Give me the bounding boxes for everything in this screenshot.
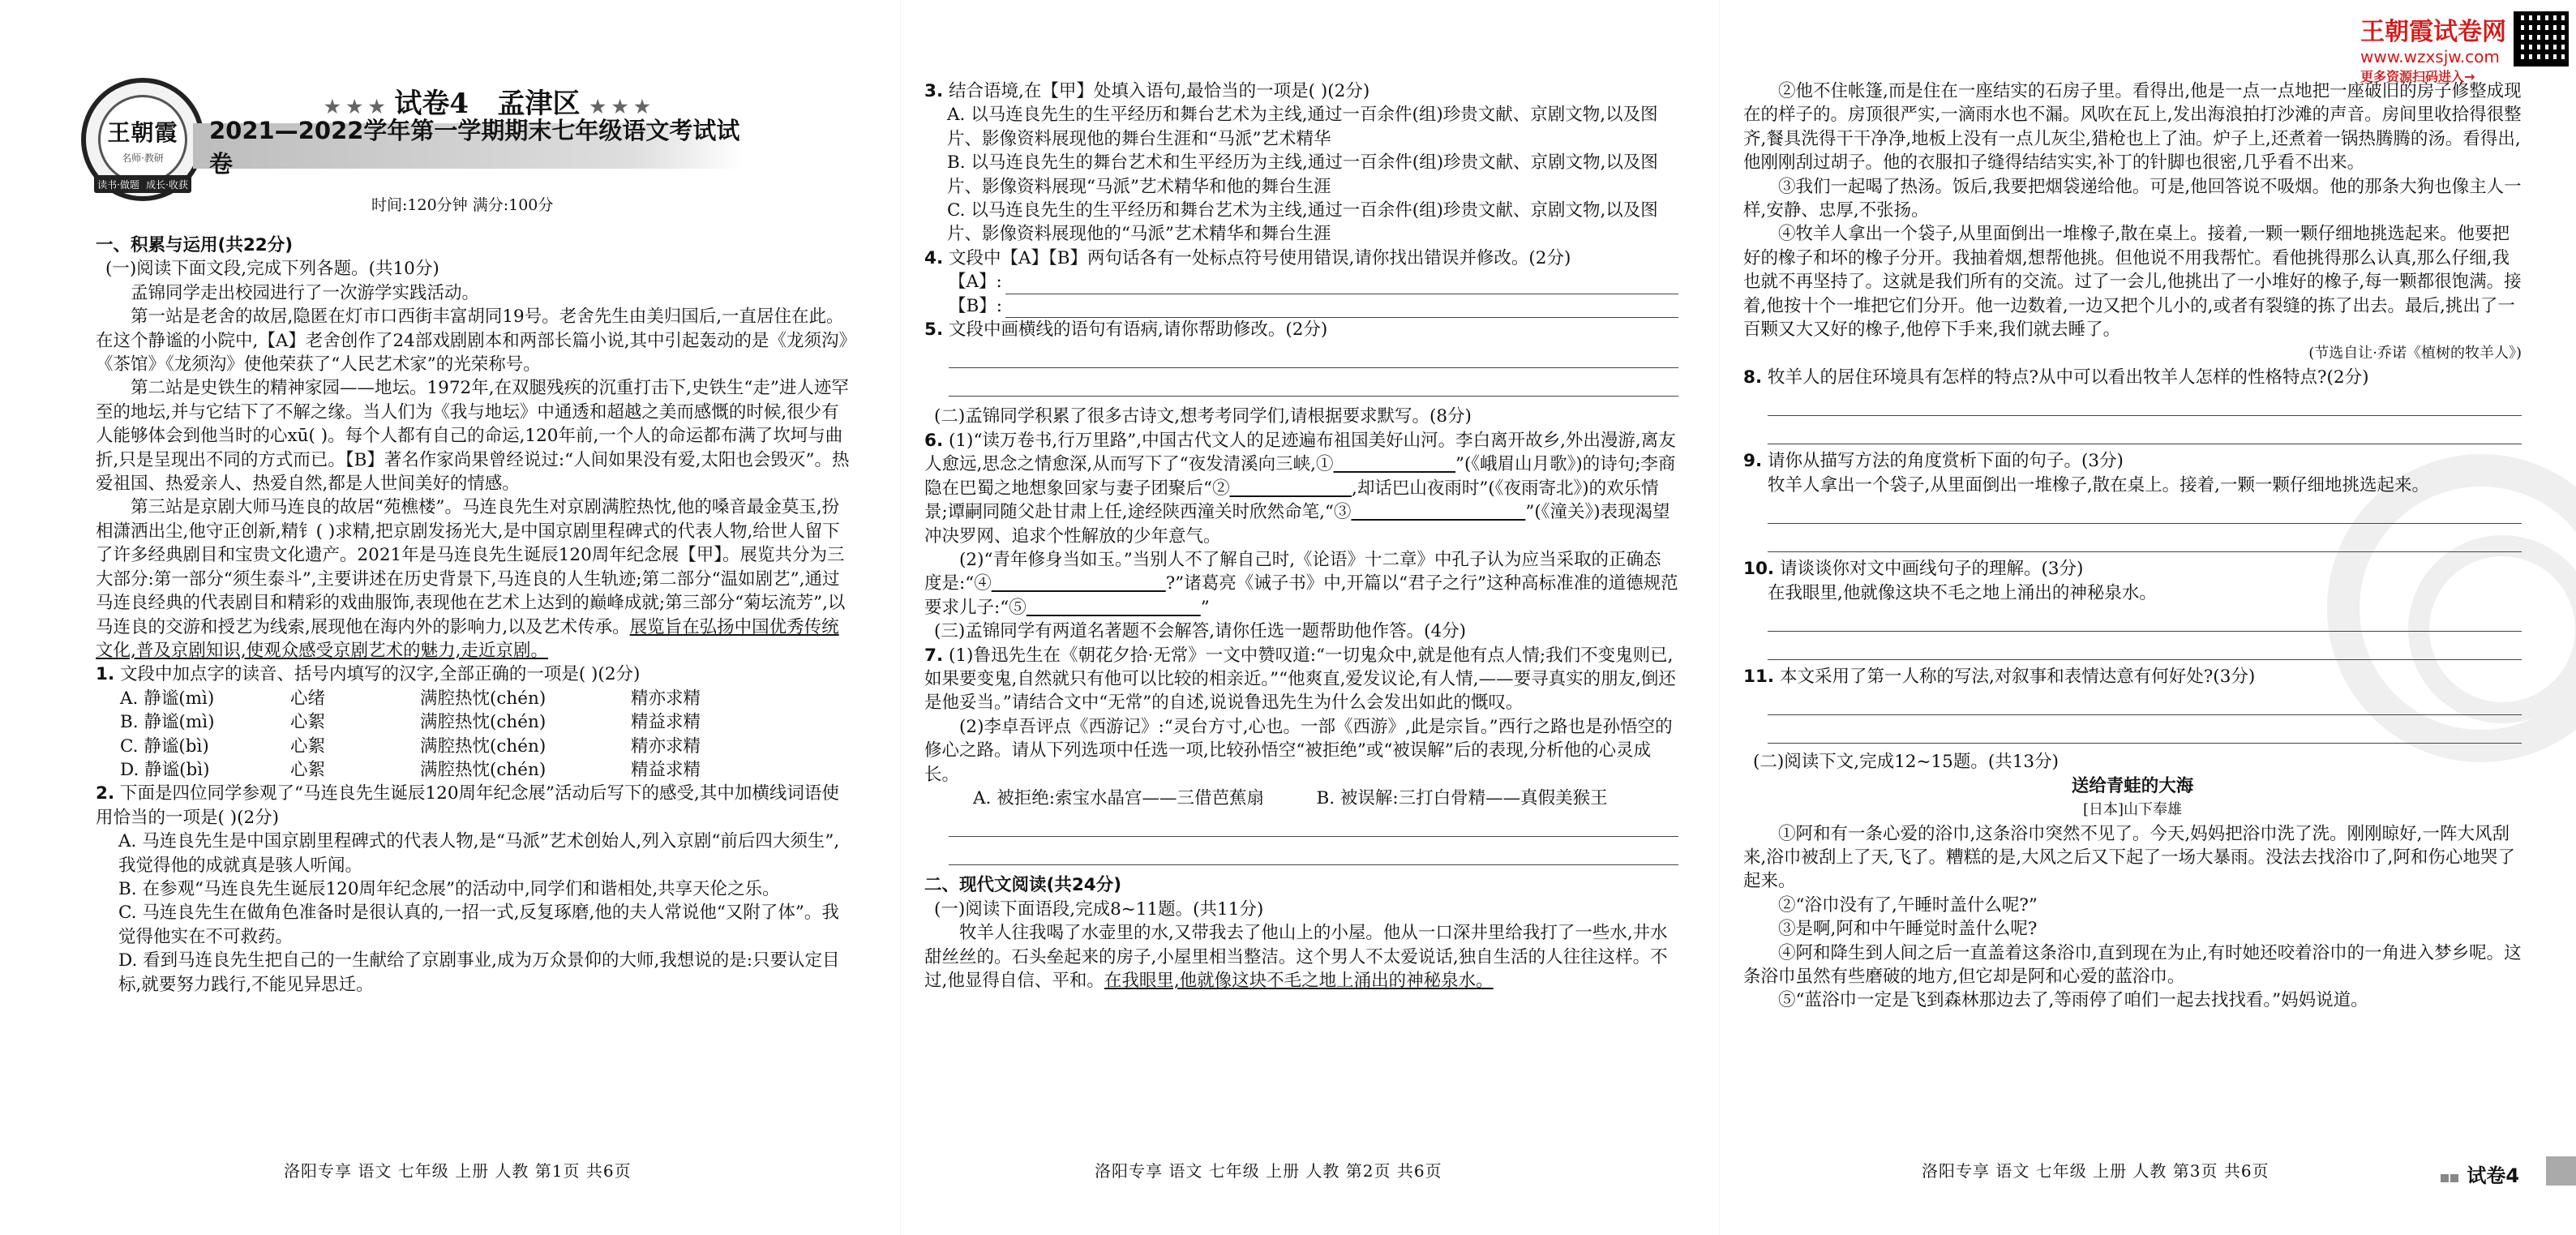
section-heading: 二、现代文阅读(共24分) xyxy=(924,875,1122,896)
question-4 xyxy=(924,247,1678,270)
answer-line[interactable] xyxy=(1768,720,2522,744)
option-b[interactable]: B. 被误解:三打白骨精——真假美猴王 xyxy=(1316,787,1608,808)
site-url[interactable]: www.wzxsjw.com xyxy=(2360,47,2500,66)
q7-options xyxy=(924,787,1678,810)
answer-lines xyxy=(1743,692,2522,744)
answer-lines xyxy=(1743,608,2522,660)
question-text: 请谈谈你对文中画线句子的理解。(3分) xyxy=(1779,559,2084,580)
answer-line[interactable] xyxy=(1005,298,1678,318)
passage-para: ③我们一起喝了热汤。饭后,我要把烟袋递给他。可是,他回答说不吸烟。他的那条大狗也像主人一样,安静、忠厚,不张扬。 xyxy=(1743,176,2522,221)
question-number: 4. xyxy=(924,247,944,268)
lead-text: 孟锦同学走出校园进行了一次游学实践活动。 xyxy=(131,282,480,303)
question-text: ,却话巴山夜雨时”(《夜雨寄北》)的欢乐情景;谭嗣同随父赴甘肃上任,途经陕西潼关时欣然命笔,“③ xyxy=(924,478,1659,523)
question-number: 6. xyxy=(924,430,944,451)
passage-para xyxy=(96,495,850,663)
question-3 xyxy=(924,79,1678,103)
blank[interactable] xyxy=(1027,598,1201,618)
question-7-2: (2)李卓吾评点《西游记》:“灵台方寸,心也。一部《西游》,此是宗旨。”西行之路也是孙悟空的修心之路。请从下列选项中任选一项,比较孙悟空“被拒绝”或“被误解”后的表现,分析他的心灵成长。 xyxy=(924,716,1673,785)
passage-source: (节选自让·乔诺《植树的牧羊人》) xyxy=(2308,345,2522,362)
answer-lines xyxy=(924,345,1678,397)
question-number: 11. xyxy=(1743,666,1775,687)
passage-para: ②他不住帐篷,而是住在一座结实的石房子里。看得出,他是一点一点地把一座破旧的房子修整成现在的样子的。房顶很严实,一滴雨水也不漏。风吹在瓦上,发出海浪拍打沙滩的声音。房间里收拾得很整齐,餐具洗得干干净净,地板上没有一点儿灰尘,猎枪也上了油。炉子上,还煮着一锅热腾腾的汤。看得出,他刚刚刮过胡子。他的衣服扣子缝得结结实实,补丁的针脚也很密,几乎看不出来。 xyxy=(1743,81,2522,174)
exam-title: 2021—2022学年第一学期期末七年级语文考试试卷 xyxy=(193,123,744,169)
question-text: 下面是四位同学参观了“马连良先生诞辰120周年纪念展”活动后写下的感受,其中加横线词语使用恰当的一项是( )(2分) xyxy=(96,783,839,828)
answer-line[interactable] xyxy=(949,345,1678,368)
question-number: 8. xyxy=(1743,367,1763,388)
site-slogan: 更多资源扫码进入→ xyxy=(2360,69,2475,84)
logo-text: 王朝霞 xyxy=(107,118,178,146)
option-a[interactable]: A. 被拒绝:索宝水晶宫——三借芭蕉扇 xyxy=(973,787,1264,808)
page-footer: 洛阳专享 语文 七年级 上册 人教 第1页 共6页 xyxy=(284,1161,632,1181)
question-text: 文段中【A】【B】两句话各有一处标点符号使用错误,请你找出错误并修改。(2分) xyxy=(948,247,1571,268)
story-para: ③是啊,阿和中午睡觉时盖什么呢? xyxy=(1778,919,2038,940)
option-cell: 精亦求精 xyxy=(631,735,701,757)
page-footer: 洛阳专享 语文 七年级 上册 人教 第3页 共6页 xyxy=(1922,1161,2270,1181)
question-text: 文段中加点字的读音、括号内填写的汉字,全部正确的一项是( )(2分) xyxy=(119,664,641,685)
blank[interactable] xyxy=(992,573,1166,594)
option-cell: 精益求精 xyxy=(631,759,701,780)
quoted-sentence: 牧羊人拿出一个袋子,从里面倒出一堆橡子,散在桌上。接着,一颗一颗仔细地挑选起来。 xyxy=(1768,474,2430,495)
option-c[interactable]: C. 马连良先生在做角色准备时是很认真的,一招一式,反复琢磨,他的夫人常说他“又附了体”。我觉得他实在不可救药。 xyxy=(118,903,839,947)
passage-text: 牧羊人往我喝了水壶里的水,又带我去了他山上的小屋。他从一口深井里给我打了一些水,井水甜丝丝的。石头垒起来的房子,小屋里相当整洁。这个男人不太爱说话,独自生活的人往往这样。不过,他显得自信、平和。 xyxy=(924,923,1668,991)
option-cell: 满腔热忱(chén) xyxy=(420,688,546,709)
question-number: 5. xyxy=(924,319,944,341)
option-row[interactable] xyxy=(96,710,850,734)
page-2 xyxy=(900,0,1719,1235)
question-number: 10. xyxy=(1743,559,1775,580)
answer-line[interactable] xyxy=(1768,608,2522,632)
option-cell: 精亦求精 xyxy=(631,688,701,709)
tag-bar xyxy=(2546,1156,2576,1186)
logo-ribbon-left: 读书·做题 xyxy=(97,178,139,191)
question-6-2: (2)“青年修身当如玉。”当别人不了解自己时,《论语》十二章》中孔子认为应当采取的正确态度是:“④ ?”诸葛亮《诫子书》中,开篇以“君子之行”这种高标准准的道德规范要求儿子:“⑤ ” xyxy=(924,549,1678,618)
answer-lines xyxy=(924,813,1678,865)
blank[interactable] xyxy=(1334,454,1456,474)
story-para: ⑤“蓝浴巾一定是飞到森林那边去了,等雨停了咱们一起去找找看。”妈妈说道。 xyxy=(1778,990,2368,1011)
passage-text: 第三站是京剧大师马连良的故居“苑樵楼”。马连良先生对京剧满腔热忱,他的嗓音最金莫玉,扮相潇洒出尘,他守正创新,精钅( )求精,把京剧发扬光大,是中国京剧里程碑式的代表人物,给世人留下了许多经典剧目和宝贵文化遗产。2021年是马连良先生诞辰120周年纪念展【甲】。展览共分为三大部分:第一部分“须生泰斗”,主要讲述在历史背景下,马连良的人生轨迹;第二部分“温如剧艺”,通过马连良经典的代表剧目和精彩的戏曲服饰,表现他在艺术上达到的巅峰成就;第三部分“菊坛流芳”,以马连良的交游和授艺为线索,展现他在海内外的影响力,以及艺术传承。 xyxy=(96,497,846,637)
paper-number: 试卷4 xyxy=(394,88,469,120)
option-row[interactable] xyxy=(96,758,850,782)
question-11 xyxy=(1743,665,2522,688)
story-title: 送给青蛙的大海 xyxy=(2071,775,2194,796)
question-text: ?”诸葛亮《诫子书》中,开篇以“君子之行”这种高标准准的道德规范要求儿子:“⑤ xyxy=(924,573,1678,618)
part-heading: (二)孟锦同学积累了很多古诗文,想考考同学们,请根据要求默写。(8分) xyxy=(934,406,1472,427)
option-cell: C. 静谧(bì) xyxy=(120,735,209,757)
part-heading: (一)阅读下面文段,完成下列各题。(共10分) xyxy=(105,259,439,280)
answer-field-b[interactable] xyxy=(924,294,1678,318)
stars-right: ★ ★ ★ xyxy=(589,96,650,118)
question-1 xyxy=(96,663,850,686)
answer-line[interactable] xyxy=(949,813,1678,837)
region-name: 孟津区 xyxy=(497,88,581,120)
question-number: 2. xyxy=(96,783,115,804)
passage-para: 第二站是史铁生的精神家园——地坛。1972年,在双腿残疾的沉重打击下,史铁生“走”进人迹罕至的地坛,并与它结下了不解之缘。当人们为《我与地坛》中通透和超越之美而感慨的时候,很少有人能够体会到他当时的心xū( )。每个人都有自己的命运,120年前,一个人的命运都布满了坎坷与曲折,只是呈现出不同的方式而已。【B】著名作家尚果曾经说过:“人间如果没有爱,太阳也会毁灭”。热爱祖国、热爱亲人、热爱自然,都是人世间美好的情感。 xyxy=(96,378,850,495)
question-text: (2)“青年修身当如玉。”当别人不了解自己时,《论语》十二章》中孔子认为应当采取的正确态度是:“④ xyxy=(924,549,1661,594)
question-text: 本文采用了第一人称的写法,对叙事和表情达意有何好处?(3分) xyxy=(1779,666,2256,687)
paper-tag xyxy=(2441,1160,2519,1188)
question-9 xyxy=(1743,449,2522,473)
page-1 xyxy=(0,0,900,1235)
option-cell: 心絮 xyxy=(290,759,326,780)
underlined-sentence: 在我眼里,他就像这块不毛之地上涌出的神秘泉水。 xyxy=(1104,971,1494,991)
question-text: 请你从描写方法的角度赏析下面的句子。(3分) xyxy=(1767,451,2124,472)
q1-options xyxy=(96,687,850,783)
page2-body xyxy=(924,79,1678,993)
question-text: (1)鲁迅先生在《朝花夕拾·无常》一文中赞叹道:“一切鬼众中,就是他有点人情;我们不变鬼则已,如果要变鬼,自然就只有他可以比较的相亲近。”“他爽直,爱发议论,有人情,——要寻真实的朋友,倒还是他妥当。”请结合文中“无常”的自述,说说鲁迅先生为什么会发出如此的慨叹。 xyxy=(924,645,1676,714)
question-number: 7. xyxy=(924,645,944,666)
option-cell: D. 静谧(bì) xyxy=(120,759,210,780)
answer-line[interactable] xyxy=(1768,421,2522,444)
option-b[interactable]: B. 以马连良先生的舞台艺术和生平经历为主线,通过一百余件(组)珍贵文献、京剧文物,以及图片、影像资料展现“马派”艺术精华和他的舞台生涯 xyxy=(947,152,1658,197)
answer-field-a[interactable] xyxy=(924,270,1678,294)
answer-line[interactable] xyxy=(949,373,1678,397)
option-cell: 精益求精 xyxy=(631,712,701,733)
option-cell: 心绪 xyxy=(290,688,326,709)
logo-ribbon xyxy=(94,175,191,193)
option-cell: 满腔热忱(chén) xyxy=(420,759,546,780)
question-7-1 xyxy=(924,644,1678,715)
field-label: 【A】: xyxy=(949,272,1002,293)
option-cell: 心絮 xyxy=(290,712,326,733)
question-number: 9. xyxy=(1743,451,1763,472)
option-d[interactable]: D. 看到马连良先生把自己的一生献给了京剧事业,成为万众景仰的大师,我想说的是:只要认定目标,就要努力践行,不能见异思迁。 xyxy=(118,950,840,995)
answer-lines xyxy=(1743,500,2522,552)
logo-subtitle: 名师·教研 xyxy=(122,152,164,164)
answer-lines xyxy=(1743,392,2522,444)
question-6 xyxy=(924,429,1678,548)
option-cell: 心絮 xyxy=(290,735,326,757)
logo-ribbon-right: 成长·收获 xyxy=(146,178,188,191)
question-8 xyxy=(1743,366,2522,389)
underlined-sentence: 展览旨在弘扬中国优秀传统文化,普及京剧知识,使观众感受京剧艺术的魅力,走近京剧。 xyxy=(96,616,839,661)
option-cell: 满腔热忱(chén) xyxy=(420,712,546,733)
passage-para: ④牧羊人拿出一个袋子,从里面倒出一堆橡子,散在桌上。接着,一颗一颗仔细地挑选起来。他要把好的橡子和坏的橡子分开。我抽着烟,想帮他挑。但他说不用我帮忙。看他挑得那么认真,那么仔细,我也就不再坚持了。这就是我们所有的交流。过了一会儿,他挑出了一小堆好的橡子,每一颗都很饱满。接着,他按十个一堆把它们分开。他一边数着,一边又把个儿小的,或者有裂缝的拣了出去。最后,挑出了一百颗又大又好的橡子,他停下手来,我们就去睡了。 xyxy=(1743,224,2522,341)
option-row[interactable] xyxy=(96,687,850,710)
page-3 xyxy=(1719,0,2576,1235)
answer-line[interactable] xyxy=(1768,500,2522,524)
answer-line[interactable] xyxy=(1768,692,2522,715)
passage-para: 第一站是老舍的故居,隐匿在灯市口西街丰富胡同19号。老舍先生由美归国后,一直居住在此。在这个静谧的小院中,【A】老舍创作了24部戏剧剧本和两部长篇小说,其中引起轰动的是《龙须沟》《茶馆》《龙须沟》使他荣获了“人民艺术家”的光荣称号。 xyxy=(96,307,848,375)
answer-line[interactable] xyxy=(1768,529,2522,552)
brand-logo xyxy=(81,78,204,201)
part-heading: (三)孟锦同学有两道名著题不会解答,请你任选一题帮助他作答。(4分) xyxy=(934,621,1467,642)
option-cell: B. 静谧(mì) xyxy=(120,712,215,733)
answer-line[interactable] xyxy=(1768,392,2522,416)
answer-line[interactable] xyxy=(1005,274,1678,294)
question-2 xyxy=(96,782,850,830)
question-text: ”(《潼关》)表现渴望冲决罗网、追求个性解放的少年意气。 xyxy=(924,502,1670,547)
option-row[interactable] xyxy=(96,735,850,758)
question-text: 结合语境,在【甲】处填入语句,最恰当的一项是( )(2分) xyxy=(948,81,1370,101)
question-number: 1. xyxy=(96,664,115,685)
story-author: [日本]山下奉雄 xyxy=(2082,801,2183,819)
field-label: 【B】: xyxy=(949,295,1003,316)
question-number: 3. xyxy=(924,81,944,101)
page-footer: 洛阳专享 语文 七年级 上册 人教 第2页 共6页 xyxy=(1095,1161,1442,1181)
section-heading: 一、积累与运用(共22分) xyxy=(96,235,294,255)
quoted-sentence: 在我眼里,他就像这块不毛之地上涌出的神秘泉水。 xyxy=(1768,582,2157,603)
story-para: ②“浴巾没有了,午睡时盖什么呢?” xyxy=(1778,894,2038,916)
question-text: (1)“读万卷书,行万里路”,中国古代文人的足迹遍布祖国美好山河。李白离开故乡,外出漫游,离友人愈远,思念之情愈深,从而写下了“夜发清溪向三峡,① xyxy=(924,430,1676,475)
question-5 xyxy=(924,318,1678,341)
answer-line[interactable] xyxy=(1768,637,2522,660)
question-10 xyxy=(1743,557,2522,581)
part-heading: (一)阅读下面语段,完成8~11题。(共11分) xyxy=(934,898,1264,920)
question-text: 文段中画横线的语句有语病,请你帮助修改。(2分) xyxy=(948,319,1328,341)
option-c[interactable]: C. 以马连良先生的生平经历和舞台艺术为主线,通过一百余件(组)珍贵文献、京剧文物,以及图片、影像资料展现他的“马派”艺术精华和舞台生涯 xyxy=(947,200,1658,245)
blank[interactable] xyxy=(1351,502,1525,522)
question-text: 牧羊人的居住环境具有怎样的特点?从中可以看出牧羊人怎样的性格特点?(2分) xyxy=(1767,367,2369,388)
option-cell: A. 静谧(mì) xyxy=(120,688,215,709)
story-para: ④阿和降生到人间之后一直盖着这条浴巾,直到现在为止,有时她还咬着浴巾的一角进入梦乡呢。这条浴巾虽然有些磨破的地方,但它却是阿和心爱的蓝浴巾。 xyxy=(1743,942,2522,987)
page1-body xyxy=(96,234,850,997)
stars-left: ★ ★ ★ xyxy=(324,96,385,118)
part-heading: (二)阅读下文,完成12~15题。(共13分) xyxy=(1753,752,2059,773)
option-cell: 满腔热忱(chén) xyxy=(420,735,546,757)
option-a[interactable]: A. 马连良先生是中国京剧里程碑式的代表人物,是“马派”艺术创始人,列入京剧“前后四大须生”,我觉得他的成就真是骇人听闻。 xyxy=(118,831,840,876)
story-para: ①阿和有一条心爱的浴巾,这条浴巾突然不见了。今天,妈妈把浴巾洗了洗。刚刚晾好,一阵大风刮来,浴巾被刮上了天,飞了。糟糕的是,大风之后又下起了一场大暴雨。没法去找浴巾了,阿和伤心地哭了起来。 xyxy=(1743,823,2515,892)
page3-body xyxy=(1743,79,2522,1013)
passage-para xyxy=(924,921,1678,993)
question-text: ”(《峨眉山月歌》)的诗句;李商隐在巴蜀之地想象回家与妻子团聚后“② xyxy=(924,454,1676,499)
time-score: 时间:120分钟 满分:100分 xyxy=(371,196,554,214)
option-a[interactable]: A. 以马连良先生的生平经历和舞台艺术为主线,通过一百余件(组)珍贵文献、京剧文物,以及图片、影像资料展现他的舞台生涯和“马派”艺术精华 xyxy=(947,105,1658,149)
blank[interactable] xyxy=(1230,478,1352,499)
option-b[interactable]: B. 在参观“马连良先生诞辰120周年纪念展”的活动中,同学们和谐相处,共享天伦之乐。 xyxy=(118,878,780,899)
site-name: 王朝霞试卷网 xyxy=(2360,18,2506,46)
answer-line[interactable] xyxy=(949,842,1678,865)
paper-tag-label: 试卷4 xyxy=(2467,1164,2520,1187)
